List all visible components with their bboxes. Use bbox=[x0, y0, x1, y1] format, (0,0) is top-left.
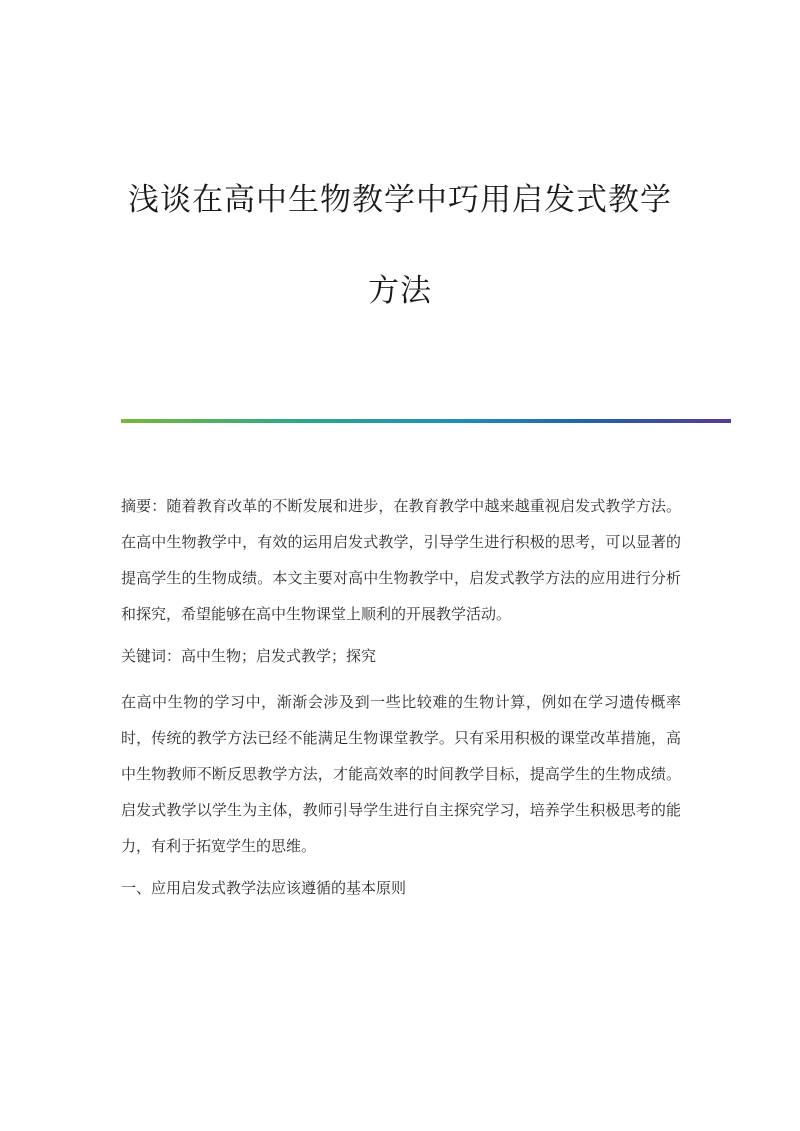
title-line-2: 方法 bbox=[368, 273, 432, 309]
abstract-paragraph: 摘要：随着教育改革的不断发展和进步，在教育教学中越来越重视启发式教学方法。在高中生物教学中，有效的运用启发式教学，引导学生进行积极的思考，可以显著的提高学生的生物成绩。本文主要对高中生物教学中，启发式教学方法的应用进行分析和探究，希望能够在高中生物课堂上顺利的开展教学活动。 bbox=[121, 497, 681, 623]
gradient-divider bbox=[121, 419, 731, 423]
keywords-line: 关键词：高中生物；启发式教学；探究 bbox=[121, 647, 377, 665]
section-heading-1: 一、应用启发式教学法应该遵循的基本原则 bbox=[121, 879, 407, 897]
body-text bbox=[121, 488, 681, 912]
title-line-1: 浅谈在高中生物教学中巧用启发式教学 bbox=[128, 182, 672, 218]
title-block bbox=[80, 180, 720, 311]
intro-paragraph: 在高中生物的学习中，渐渐会涉及到一些比较难的生物计算，例如在学习遗传概率时，传统的教学方法已经不能满足生物课堂教学。只有采用积极的课堂改革措施，高中生物教师不断反思教学方法，才能高效率的时间教学目标，提高学生的生物成绩。启发式教学以学生为主体，教师引导学生进行自主探究学习，培养学生积极思考的能力，有利于拓宽学生的思维。 bbox=[121, 693, 681, 855]
